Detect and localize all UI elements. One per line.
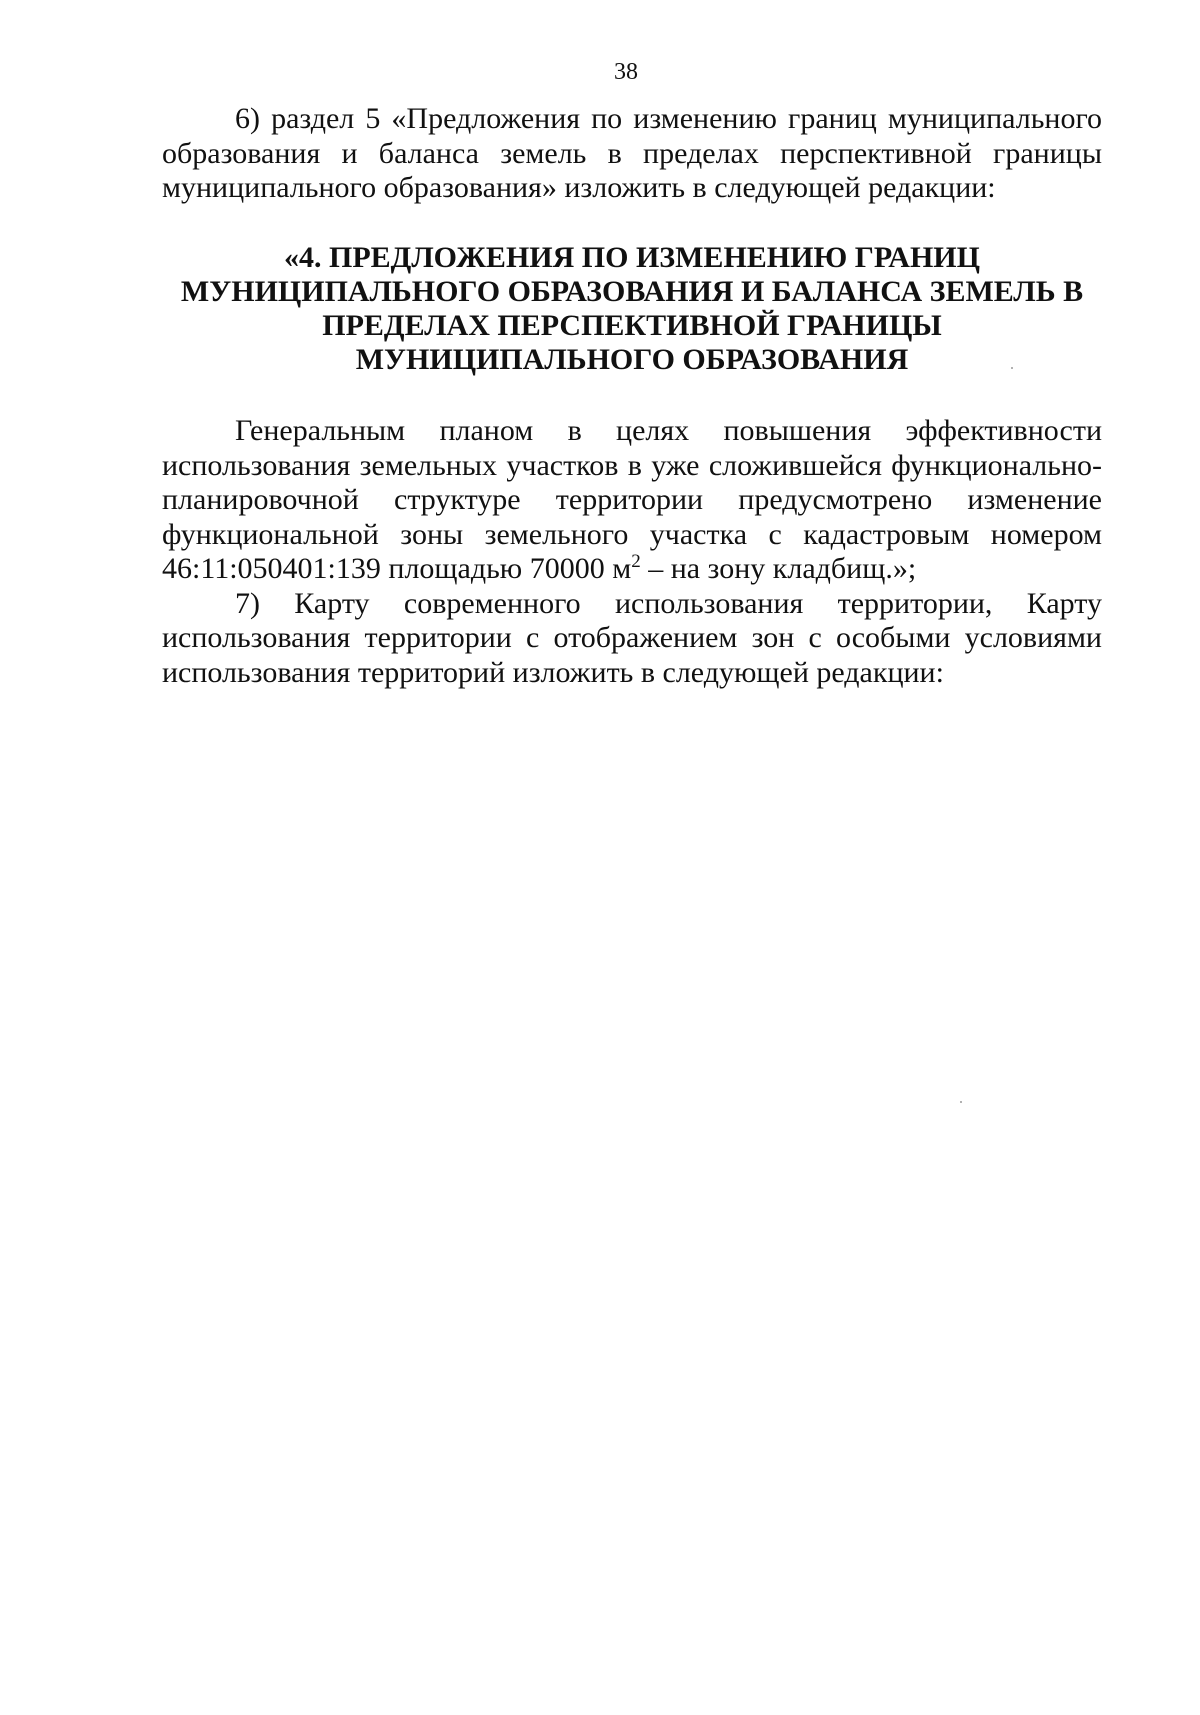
area-unit-superscript: 2 bbox=[631, 551, 641, 572]
general-plan-text: Генеральным планом в целях повышения эффективности использования земельных участков в уже сложившейся функционально-планировочной структуре территории предусмотрено изменение функциональной зоны земельного участка с кадастровым номером 46:11:050401:139 площадью 70000 м bbox=[162, 414, 1102, 585]
section-heading: «4. ПРЕДЛОЖЕНИЯ ПО ИЗМЕНЕНИЮ ГРАНИЦ МУНИЦИПАЛЬНОГО ОБРАЗОВАНИЯ И БАЛАНСА ЗЕМЕЛЬ В ПРЕДЕЛАХ ПЕРСПЕКТИВНОЙ ГРАНИЦЫ МУНИЦИПАЛЬНОГО ОБРАЗОВАНИЯ bbox=[180, 241, 1084, 376]
intro-block bbox=[162, 102, 1102, 206]
body-block bbox=[162, 414, 1102, 690]
maps-paragraph: 7) Карту современного использования территории, Карту использования территории с отображением зон с особыми условиями использования территорий изложить в следующей редакции: bbox=[162, 586, 1102, 689]
general-plan-text-end: – на зону кладбищ.»; bbox=[640, 552, 917, 585]
page-number: 38 bbox=[614, 59, 638, 85]
scan-speck bbox=[960, 1101, 962, 1103]
general-plan-paragraph bbox=[162, 414, 1102, 587]
scan-speck bbox=[1011, 367, 1013, 369]
intro-paragraph: 6) раздел 5 «Предложения по изменению границ муниципального образования и баланса земель в пределах перспективной границы муниципального образования» изложить в следующей редакции: bbox=[162, 102, 1102, 204]
